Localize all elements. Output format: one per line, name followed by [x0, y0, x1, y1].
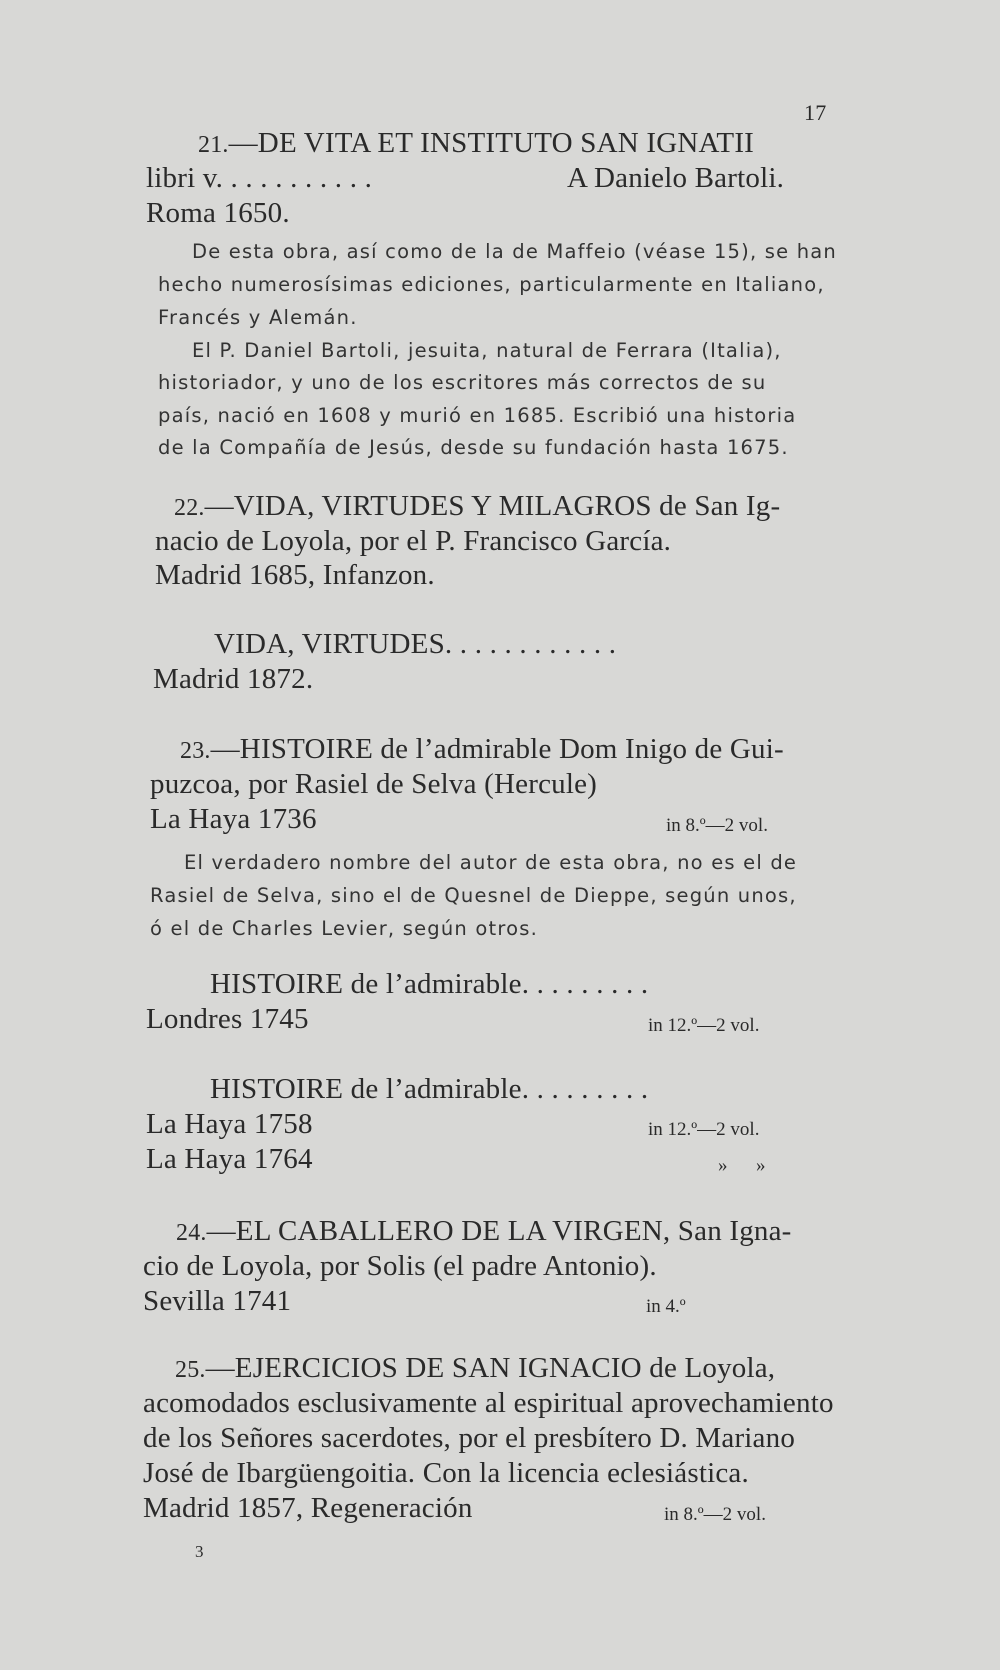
entry-line: de los Señores sacerdotes, por el presbítero D. Mariano: [143, 1422, 796, 1454]
note-line: historiador, y uno de los escritores más correctos de su: [158, 371, 767, 394]
entry-imprint: Madrid 1857, Regeneración: [143, 1492, 473, 1524]
note-line: De esta obra, así como de la de Maffeio (véase 15), se han: [192, 240, 837, 263]
entry-line: José de Ibargüengoitia. Con la licencia eclesiástica.: [143, 1457, 749, 1489]
page-number: 17: [804, 100, 827, 125]
entry-title: —DE VITA ET INSTITUTO SAN IGNATII: [228, 127, 755, 159]
entry-number: 24.: [176, 1220, 207, 1246]
entry-title: —EJERCICIOS DE SAN IGNACIO de Loyola,: [205, 1352, 776, 1384]
entry-heading: [180, 733, 784, 766]
entry-line: libri v. . . . . . . . . . .: [146, 162, 373, 194]
edition-format: » »: [718, 1155, 766, 1176]
entry-imprint: Roma 1650.: [146, 197, 290, 229]
entry-number: 21.: [198, 132, 229, 158]
entry-imprint: La Haya 1736: [150, 803, 317, 835]
entry-heading: [176, 1215, 792, 1248]
edition-title: HISTOIRE de l’admirable. . . . . . . . .: [210, 1073, 649, 1105]
entry-format: in 4.º: [646, 1296, 686, 1317]
entry-imprint: Sevilla 1741: [143, 1285, 292, 1317]
note-line: Francés y Alemán.: [158, 306, 358, 329]
entry-author: A Danielo Bartoli.: [567, 162, 785, 194]
entry-title: —EL CABALLERO DE LA VIRGEN, San Igna-: [206, 1215, 792, 1247]
entry-line: cio de Loyola, por Solis (el padre Antonio).: [143, 1250, 657, 1282]
note-line: hecho numerosísimas ediciones, particularmente en Italiano,: [158, 273, 825, 296]
signature-mark: 3: [195, 1542, 204, 1561]
entry-imprint: Madrid 1685, Infanzon.: [155, 559, 435, 591]
edition-imprint: Londres 1745: [146, 1003, 309, 1035]
entry-line: puzcoa, por Rasiel de Selva (Hercule): [150, 768, 598, 800]
entry-title: —VIDA, VIRTUDES Y MILAGROS de San Ig-: [204, 490, 781, 522]
edition-imprint: La Haya 1758: [146, 1108, 313, 1140]
entry-line: acomodados esclusivamente al espiritual aprovechamiento: [143, 1387, 834, 1419]
entry-heading: [198, 127, 754, 160]
note-line: país, nació en 1608 y murió en 1685. Escribió una historia: [158, 404, 797, 427]
entry-heading: [174, 490, 780, 523]
note-line: de la Compañía de Jesús, desde su fundación hasta 1675.: [158, 436, 789, 459]
reprint-imprint: Madrid 1872.: [153, 663, 314, 695]
edition-format: in 12.º—2 vol.: [648, 1119, 760, 1140]
entry-number: 22.: [174, 495, 205, 521]
entry-title: —HISTOIRE de l’admirable Dom Inigo de Gui-: [210, 733, 784, 765]
entry-format: in 8.º—2 vol.: [664, 1504, 766, 1525]
entry-number: 23.: [180, 738, 211, 764]
note-line: El verdadero nombre del autor de esta obra, no es el de: [184, 851, 798, 874]
note-line: Rasiel de Selva, sino el de Quesnel de Dieppe, según unos,: [150, 884, 797, 907]
entry-heading: [175, 1352, 775, 1385]
edition-format: in 12.º—2 vol.: [648, 1015, 760, 1036]
edition-title: HISTOIRE de l’admirable. . . . . . . . .: [210, 968, 649, 1000]
entry-line: nacio de Loyola, por el P. Francisco García.: [155, 525, 672, 557]
edition-imprint: La Haya 1764: [146, 1143, 313, 1175]
entry-format: in 8.º—2 vol.: [666, 815, 768, 836]
reprint-title: VIDA, VIRTUDES. . . . . . . . . . . .: [214, 628, 617, 660]
note-line: El P. Daniel Bartoli, jesuita, natural de Ferrara (Italia),: [192, 339, 782, 362]
entry-number: 25.: [175, 1357, 206, 1383]
note-line: ó el de Charles Levier, según otros.: [150, 917, 539, 940]
